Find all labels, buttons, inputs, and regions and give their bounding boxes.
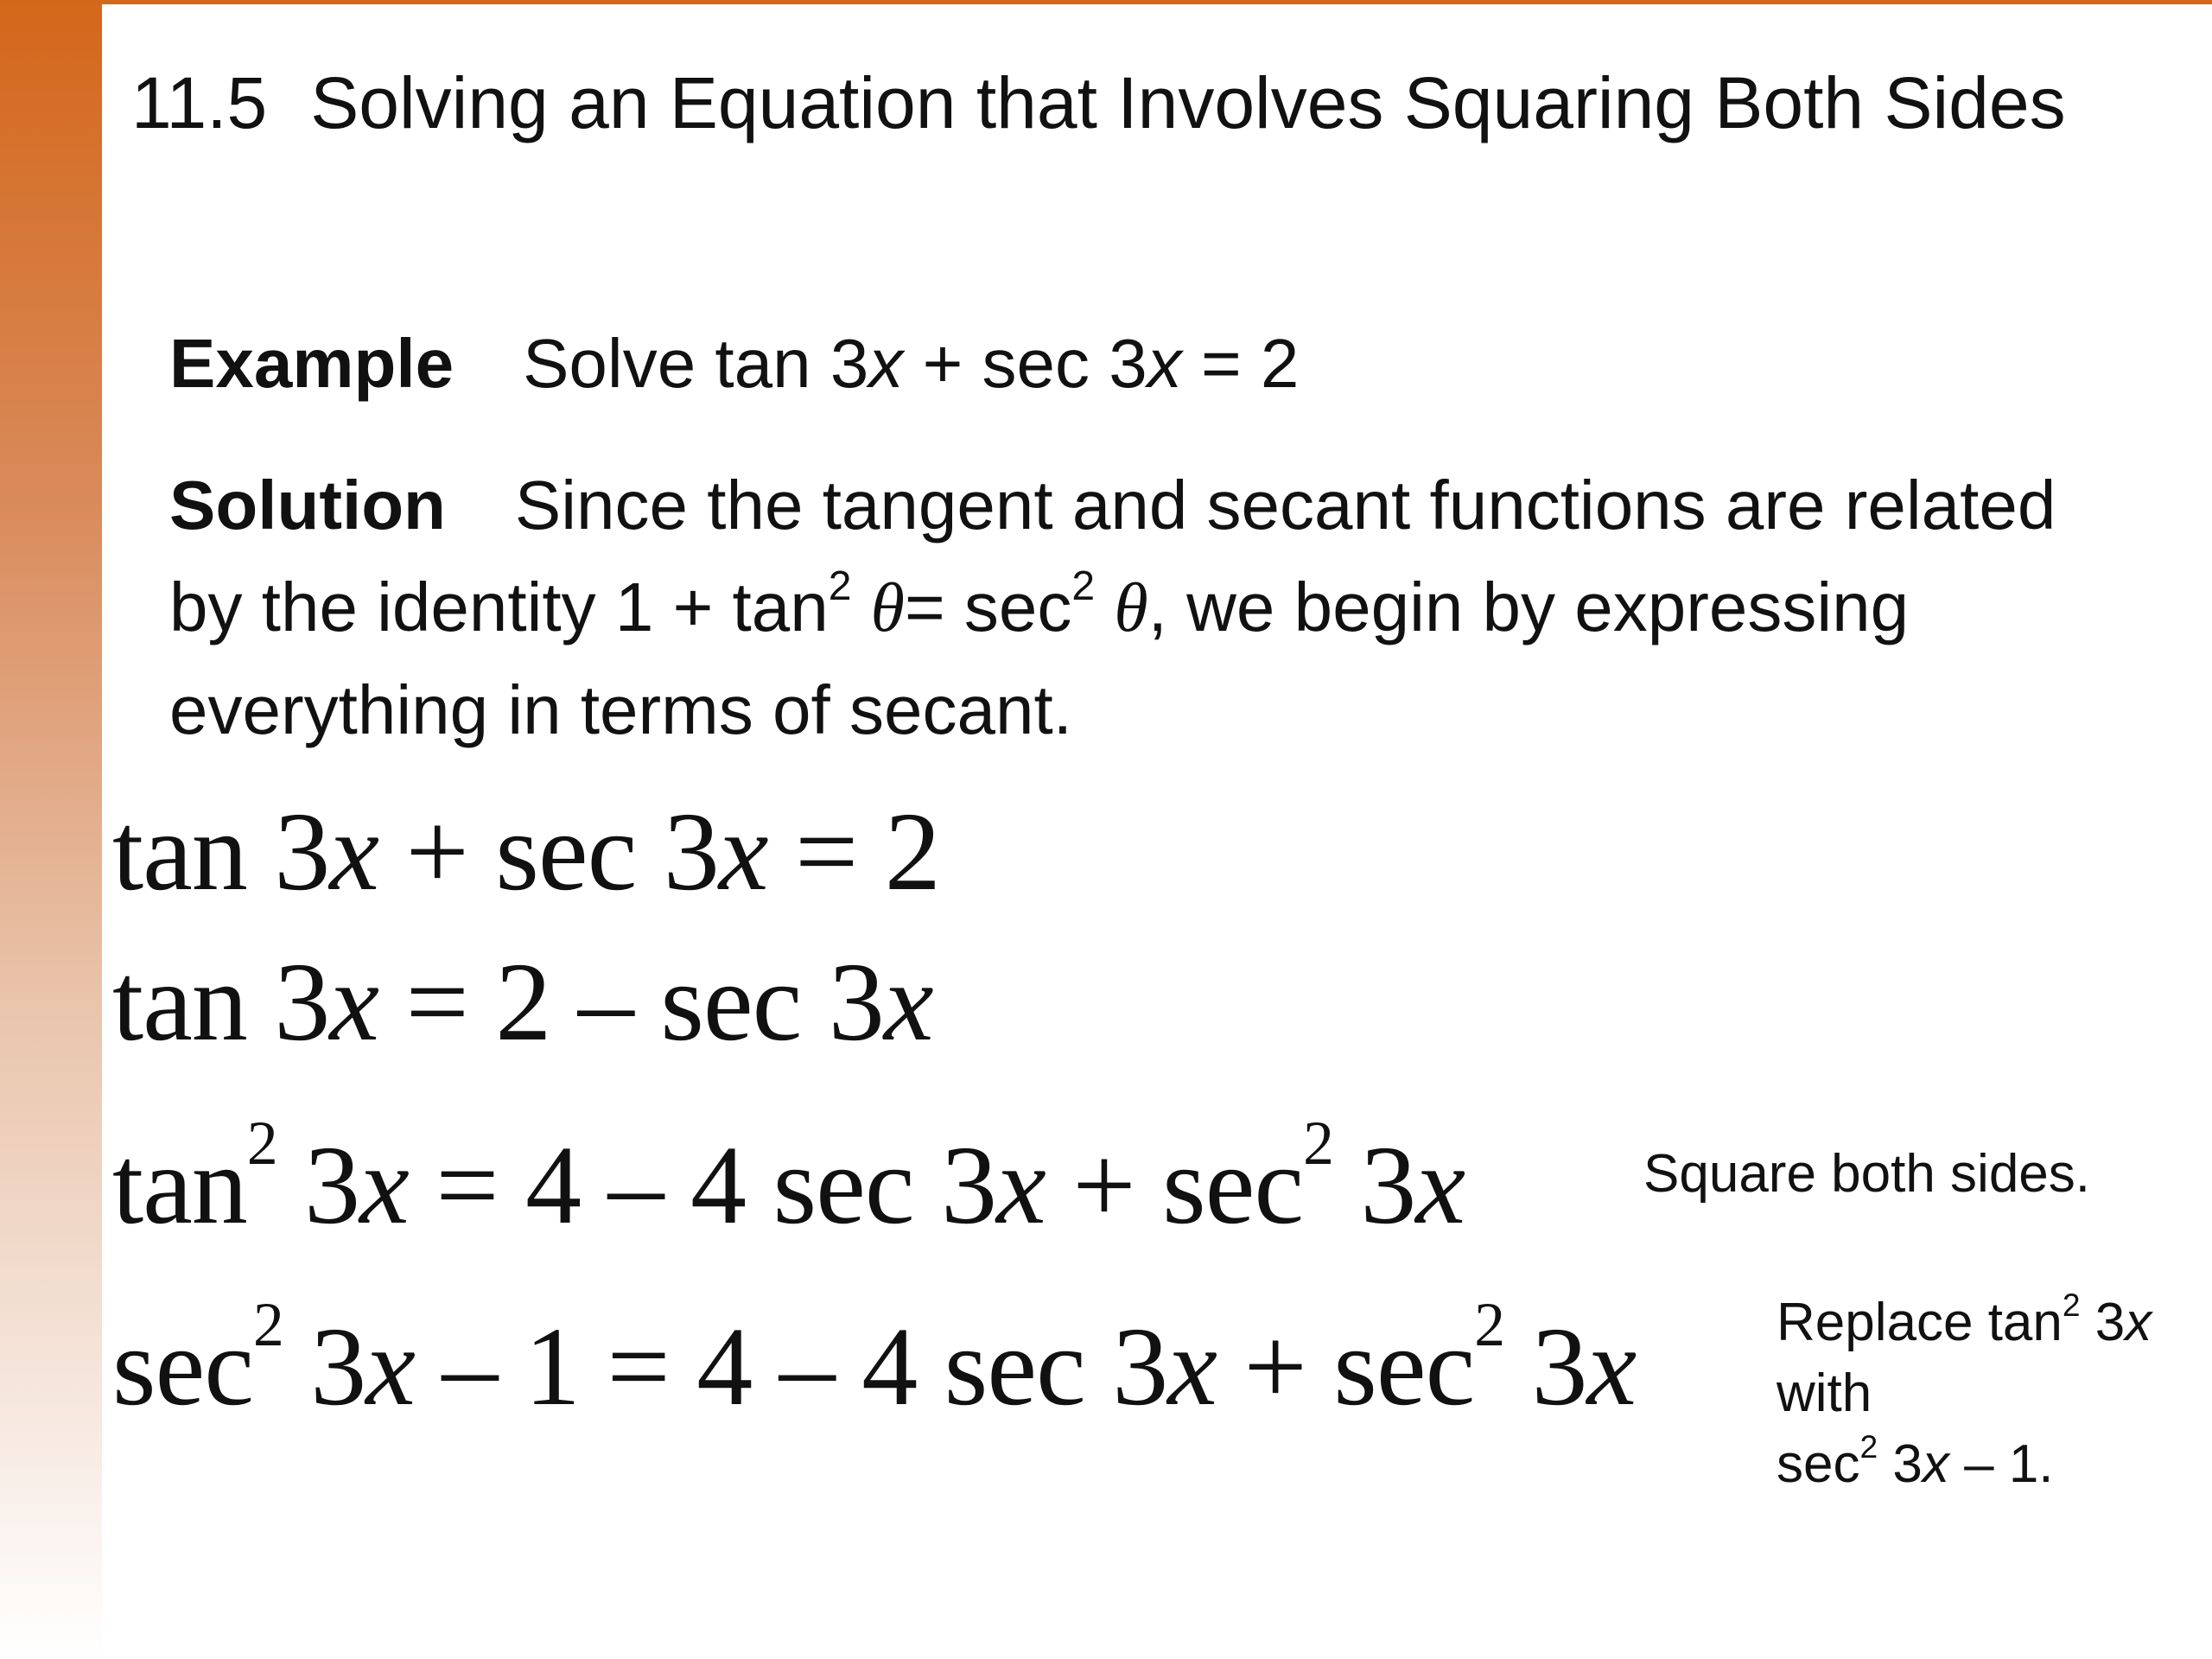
math-var: x [365, 1305, 415, 1429]
note-text: 3 [2080, 1293, 2126, 1352]
note-text: Replace tan [1777, 1293, 2063, 1352]
theta-symbol: θ [1114, 570, 1148, 646]
equation-1 [112, 791, 940, 912]
example-var: x [1147, 325, 1182, 402]
math-text: 3 [1504, 1305, 1587, 1429]
solution-text: Since the tangent and secant functions are related by the identity 1 + tan [169, 467, 2056, 645]
math-text: + sec [1045, 1123, 1304, 1248]
top-accent-rule [102, 0, 2212, 4]
note-square-both-sides: Square both sides. [1643, 1144, 2091, 1204]
example-label: Example [169, 325, 454, 402]
math-var: x [329, 790, 379, 914]
solution-paragraph [169, 454, 2122, 761]
math-var: x [996, 1123, 1046, 1248]
superscript: 2 [2062, 1287, 2081, 1324]
math-text: 3 [1332, 1123, 1416, 1248]
theta-symbol: θ [870, 570, 905, 646]
math-text: – 1 = 4 – 4 sec 3 [414, 1305, 1168, 1429]
superscript: 2 [828, 563, 852, 609]
section-number: 11.5 [131, 62, 268, 143]
solution-label: Solution [169, 467, 446, 543]
example-paragraph [169, 313, 2122, 415]
math-text: + sec [1216, 1305, 1475, 1429]
superscript: 2 [1474, 1291, 1505, 1360]
math-text: + sec 3 [378, 790, 719, 914]
solution-text: = sec [904, 569, 1072, 645]
superscript: 2 [1303, 1109, 1333, 1179]
slide-title [131, 50, 2101, 156]
equation-3 [112, 1109, 1465, 1248]
example-text: + sec 3 [903, 325, 1147, 402]
math-var: x [1586, 1305, 1637, 1429]
example-var: x [868, 325, 904, 402]
math-text: tan 3 [112, 940, 330, 1065]
equation-4 [112, 1291, 1637, 1429]
math-text: 3 [276, 1123, 360, 1248]
equation-2 [112, 942, 933, 1063]
note-line: with [1777, 1363, 1872, 1423]
math-text: 3 [283, 1305, 366, 1429]
superscript: 2 [1859, 1428, 1878, 1465]
math-var: x [883, 940, 933, 1065]
note-line [1777, 1429, 2200, 1500]
example-text: Solve tan 3 [523, 325, 869, 402]
superscript: 2 [246, 1109, 277, 1179]
math-text: = 2 – sec 3 [378, 940, 884, 1065]
note-var: x [2125, 1293, 2152, 1352]
solution-text: , we begin by expressing everything in terms of secant. [169, 569, 1910, 748]
math-text: = 2 [767, 790, 940, 914]
note-replace [1777, 1287, 2200, 1500]
superscript: 2 [253, 1291, 283, 1360]
note-text: 3 [1878, 1434, 1923, 1494]
note-text: – 1. [1948, 1434, 2054, 1494]
math-var: x [359, 1123, 409, 1248]
note-line [1777, 1287, 2200, 1358]
math-var: x [1167, 1305, 1217, 1429]
math-text: sec [112, 1305, 253, 1429]
title-text: Solving an Equation that Involves Squaring Both Sides [310, 62, 2066, 143]
math-var: x [329, 940, 379, 1065]
math-text: = 4 – 4 sec 3 [408, 1123, 997, 1248]
example-text: = 2 [1181, 325, 1300, 402]
math-text: tan 3 [112, 790, 330, 914]
side-accent-bar [0, 0, 102, 1659]
superscript: 2 [1071, 563, 1096, 609]
note-text: sec [1777, 1434, 1860, 1494]
math-var: x [1415, 1123, 1465, 1248]
math-text: tan [112, 1123, 247, 1248]
note-var: x [1922, 1434, 1949, 1494]
math-var: x [718, 790, 768, 914]
